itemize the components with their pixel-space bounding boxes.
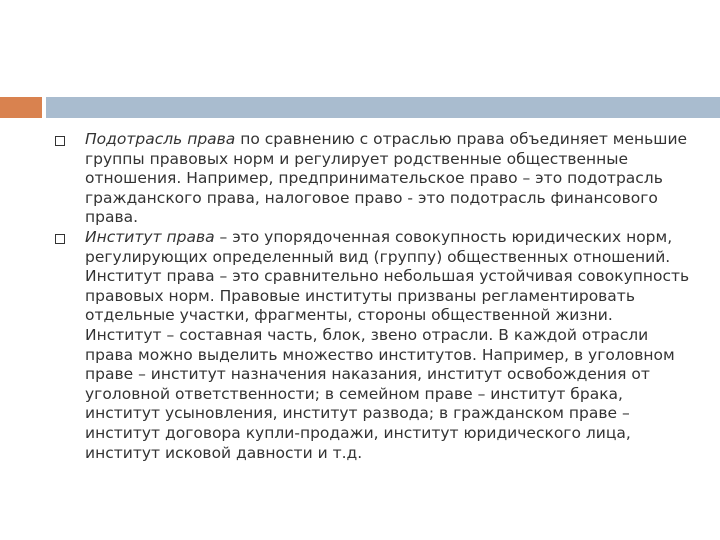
- bullet-text: [85, 228, 690, 463]
- bullet-body: – это упорядоченная совокупность юридических норм, регулирующих определенный вид (группу) общественных отношений. Институт права – это сравнительно небольшая устойчивая совокупность правовых норм. Правовые институты призваны регламентировать отдельные участки, фрагменты, стороны общественной жизни. Институт – составная часть, блок, звено отрасли. В каждой отрасли права можно выделить множество институтов. Например, в уголовном праве – институт назначения наказания, институт освобождения от уголовной ответственности; в семейном праве – институт брака, институт усыновления, институт развода; в гражданском праве – институт договора купли-продажи, институт юридического лица, институт исковой давности и т.д.: [85, 227, 690, 462]
- square-bullet-icon: [55, 136, 65, 146]
- bullet-text: [85, 130, 690, 228]
- square-bullet-icon: [55, 234, 65, 244]
- bullet-item-subbranch: [53, 130, 693, 228]
- header-accent-bar-blue: [46, 97, 720, 118]
- bullet-term: Институт права: [85, 227, 215, 246]
- slide-content: [53, 130, 693, 463]
- bullet-item-institute: [53, 228, 693, 463]
- header-accent-bar-orange: [0, 97, 42, 118]
- bullet-term: Подотрасль права: [85, 130, 236, 148]
- bullet-body: по сравнению с отраслью права объединяет меньшие группы правовых норм и регулирует родственные общественные отношения. Например, предпринимательское право – это подотрасль гражданского права, налоговое право - это подотрасль финансового права.: [85, 130, 688, 227]
